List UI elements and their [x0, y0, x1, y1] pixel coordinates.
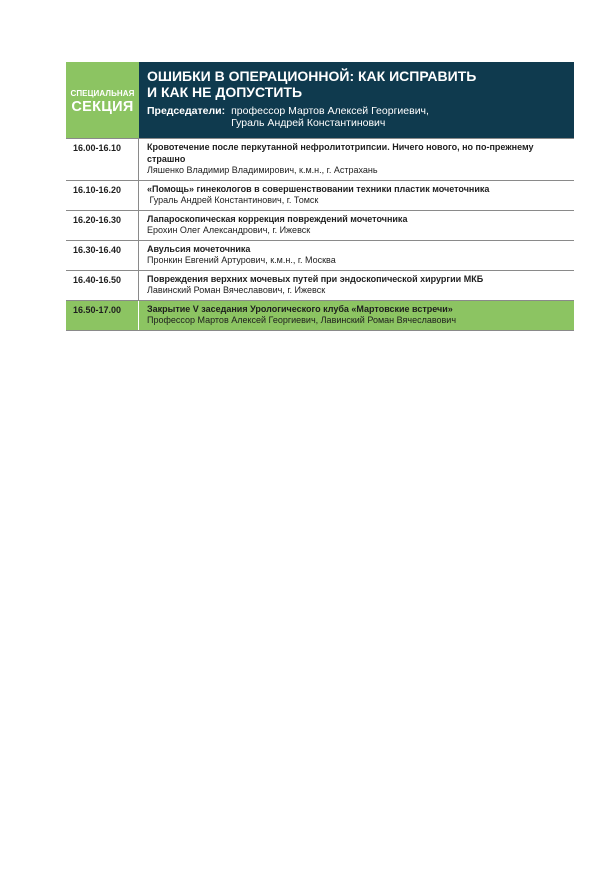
talk-title: «Помощь» гинекологов в совершенствовании техники пластик мочеточника	[147, 183, 490, 194]
closing-row	[66, 301, 574, 331]
talk-speaker: Гураль Андрей Константинович, г. Томск	[147, 195, 319, 205]
talk-speaker: Профессор Мартов Алексей Георгиевич, Лавинский Роман Вячеславович	[147, 315, 457, 325]
chairs	[147, 105, 574, 129]
talk-time: 16.20-16.30	[66, 211, 139, 240]
chairs-label: Председатели:	[147, 105, 226, 117]
talk-body	[139, 139, 574, 180]
talk-body	[139, 301, 574, 330]
talk-speaker: Ерохин Олег Александрович, г. Ижевск	[147, 225, 311, 235]
section-tag-big: СЕКЦИЯ	[71, 99, 134, 115]
talk-time: 16.50-17.00	[66, 301, 139, 330]
talk-title: Кровотечение после перкутанной нефролитотрипсии. Ничего нового, но по-прежнему страшно	[147, 142, 534, 164]
section-title-line2: И КАК НЕ ДОПУСТИТЬ	[147, 84, 303, 100]
talk-speaker: Лавинский Роман Вячеславович, г. Ижевск	[147, 285, 326, 295]
chair-1: профессор Мартов Алексей Георгиевич,	[231, 105, 429, 117]
talk-speaker: Пронкин Евгений Артурович, к.м.н., г. Москва	[147, 255, 336, 265]
talk-title: Лапароскопическая коррекция повреждений мочеточника	[147, 213, 408, 224]
talk-body	[139, 271, 574, 300]
program-table	[66, 62, 574, 331]
talk-time: 16.40-16.50	[66, 271, 139, 300]
talk-time: 16.30-16.40	[66, 241, 139, 270]
section-title-line1: ОШИБКИ В ОПЕРАЦИОННОЙ: КАК ИСПРАВИТЬ	[147, 68, 477, 84]
talk-row	[66, 211, 574, 241]
talk-row	[66, 138, 574, 181]
talk-time: 16.10-16.20	[66, 181, 139, 210]
talk-body	[139, 241, 574, 270]
section-tag-small: СПЕЦИАЛЬНАЯ	[70, 89, 135, 98]
talk-title: Авульсия мочеточника	[147, 243, 251, 254]
chairs-names	[231, 105, 429, 129]
talk-body	[139, 211, 574, 240]
section-header-main	[139, 62, 574, 138]
talk-time: 16.00-16.10	[66, 139, 139, 180]
talk-row	[66, 181, 574, 211]
section-tag	[66, 62, 139, 138]
talk-row	[66, 241, 574, 271]
talk-body	[139, 181, 574, 210]
section-header	[66, 62, 574, 138]
chair-2: Гураль Андрей Константинович	[231, 117, 386, 129]
talk-speaker: Ляшенко Владимир Владимирович, к.м.н., г. Астрахань	[147, 165, 378, 175]
talk-title: Повреждения верхних мочевых путей при эндоскопической хирургии МКБ	[147, 273, 484, 284]
talk-row	[66, 271, 574, 301]
talk-title: Закрытие V заседания Урологического клуба «Мартовские встречи»	[147, 303, 453, 314]
